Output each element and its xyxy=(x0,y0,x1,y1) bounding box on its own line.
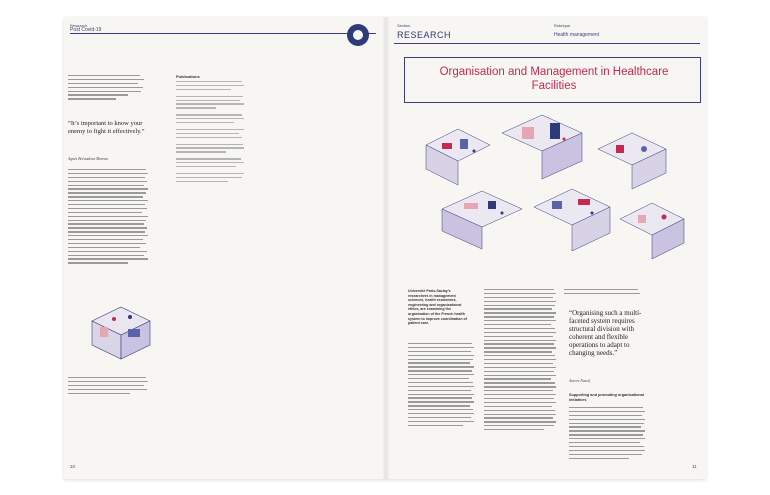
left-paragraph-1 xyxy=(68,75,144,102)
left-paragraph-2 xyxy=(68,169,148,266)
article-intro: Université Paris-Saclay’s researchers in management sciences, health economics, engineering and organisational ethics, are examining the organisation of the French health system to improve coordination of patient care. xyxy=(408,289,467,326)
left-header-label: Research xyxy=(70,23,88,28)
left-header-rule xyxy=(70,33,376,34)
right-subheading: Supporting and promoting organisational initiatives xyxy=(569,393,644,402)
left-pull-quote: “It’s important to know your enemy to fight it effectively.” xyxy=(68,120,145,135)
right-column-1 xyxy=(408,343,474,429)
right-header-label: Rubrique xyxy=(554,23,571,28)
publication-list xyxy=(176,81,244,185)
magazine-spread xyxy=(64,17,706,479)
right-quote-author: Aurore Nassif xyxy=(569,379,590,383)
left-paragraph-3 xyxy=(68,377,148,396)
left-header-title: Post Covid-19 xyxy=(70,27,102,33)
spine-gutter xyxy=(382,17,390,479)
left-page-number: 10 xyxy=(70,464,76,469)
right-page-number: 11 xyxy=(692,464,697,469)
healthcare-facility-illustration xyxy=(402,109,698,277)
right-column-2 xyxy=(484,289,556,433)
section-label: Section xyxy=(397,23,411,28)
left-quote-author: Agnès Bréaudeau-Moreau xyxy=(68,157,109,161)
right-column-3-bottom xyxy=(569,407,645,461)
article-title: Organisation and Management in Healthcare Facilities xyxy=(439,66,669,92)
office-illustration xyxy=(90,303,152,363)
right-header-title: Health management xyxy=(554,32,600,38)
right-pull-quote: “Organising such a multi-faceted system requires structural division with coherent and flexible operations to adapt to changing needs.” xyxy=(569,309,642,357)
right-header-rule xyxy=(394,43,700,44)
right-column-3-top xyxy=(564,289,640,297)
university-logo-icon xyxy=(347,24,369,46)
section-title: RESEARCH xyxy=(397,30,452,40)
sidebar-heading: Publications xyxy=(176,74,200,79)
